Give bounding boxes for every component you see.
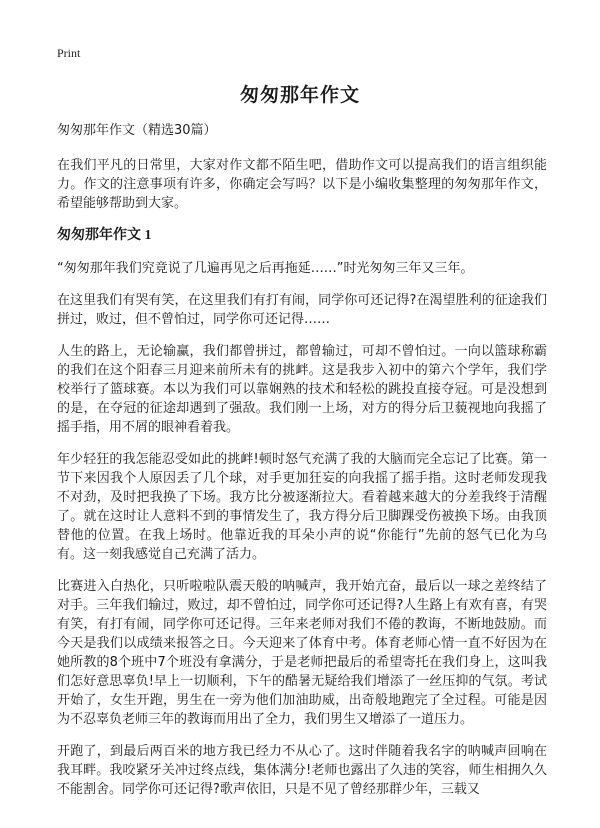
section-heading: 匆匆那年作文 1	[57, 228, 152, 243]
article-paragraph: 人生的路上，无论输赢，我们都曾拼过，都曾输过，可却不曾怕过。一向以篮球称霸的我们在这个阳春三月迎来前所未有的挑衅。这是我步入初中的第六个学年，我们学校举行了篮球赛。本以为我们可以靠娴熟的技术和轻松的跳投直接夺冠。可是没想到的是，在夺冠的征途却遇到了强敌。我们刚一上场，对方的得分后卫藐视地向我摇了摇手指，用不屑的眼神看着我。	[57, 344, 547, 435]
article-paragraph: 开跑了，到最后两百米的地方我已经力不从心了。这时伴随着我名字的呐喊声回响在我耳畔。我咬紧牙关冲过终点线，集体满分!老师也露出了久违的笑容，师生相拥久久不能割舍。同学你可还记得?歌声依旧，只是不见了曾经那群少年，三载又	[57, 744, 547, 797]
article-subtitle: 匆匆那年作文（精选30篇）	[57, 123, 217, 138]
article-paragraph: 比赛进入白热化，只听啦啦队震天般的呐喊声，我开始亢奋，最后以一球之差终结了对手。三年我们输过，败过，却不曾怕过，同学你可还记得?人生路上有欢有喜，有哭有笑，有打有闹，同学你可还记得。三年来老师对我们不倦的教诲，不断地鼓励。而今天是我们以成绩来报答之日。今天迎来了体育中考。体育老师心情一直不好因为在她所教的8个班中7个班没有拿满分，于是老师把最后的希望寄托在我们身上，这叫我们怎好意思辜负!早上一切顺利，下午的酷暑无疑给我们增添了一丝压抑的气氛。考试开始了，女生开跑，男生在一旁为他们加油助威，出奇般地跑完了全过程。可能是因为不忍辜负老师三年的教诲而用出了全力，我们男生又增添了一道压力。	[57, 579, 547, 727]
page-title: 匆匆那年作文	[239, 84, 360, 106]
intro-paragraph: 在我们平凡的日常里，大家对作文都不陌生吧，借助作文可以提高我们的语言组织能力。作文的注意事项有许多，你确定会写吗？以下是小编收集整理的匆匆那年作文，希望能够帮助到大家。	[57, 158, 547, 211]
article-paragraph: “匆匆那年我们究竟说了几遍再见之后再拖延……”时光匆匆三年又三年。	[57, 261, 474, 276]
article-paragraph: 年少轻狂的我怎能忍受如此的挑衅!顿时怒气充满了我的大脑而完全忘记了比赛。第一节下来因我个人原因丢了几个球，对手更加狂妄的向我摇了摇手指。这时老师发现我不对劲，及时把我换了下场。我方比分被逐渐拉大。看着越来越大的分差我终于清醒了。就在这时让人意料不到的事情发生了，我方得分后卫脚踝受伤被换下场。由我顶替他的位置。在我上场时。他靠近我的耳朵小声的说“你能行”先前的怒气已化为乌有。这一刻我感觉自己充满了活力。	[57, 452, 547, 562]
print-link[interactable]: Print	[57, 46, 81, 60]
article-paragraph: 在这里我们有哭有笑，在这里我们有打有闹，同学你可还记得?在渴望胜利的征途我们拼过，败过，但不曾怕过，同学你可还记得……	[57, 293, 547, 327]
article-body	[57, 121, 547, 812]
